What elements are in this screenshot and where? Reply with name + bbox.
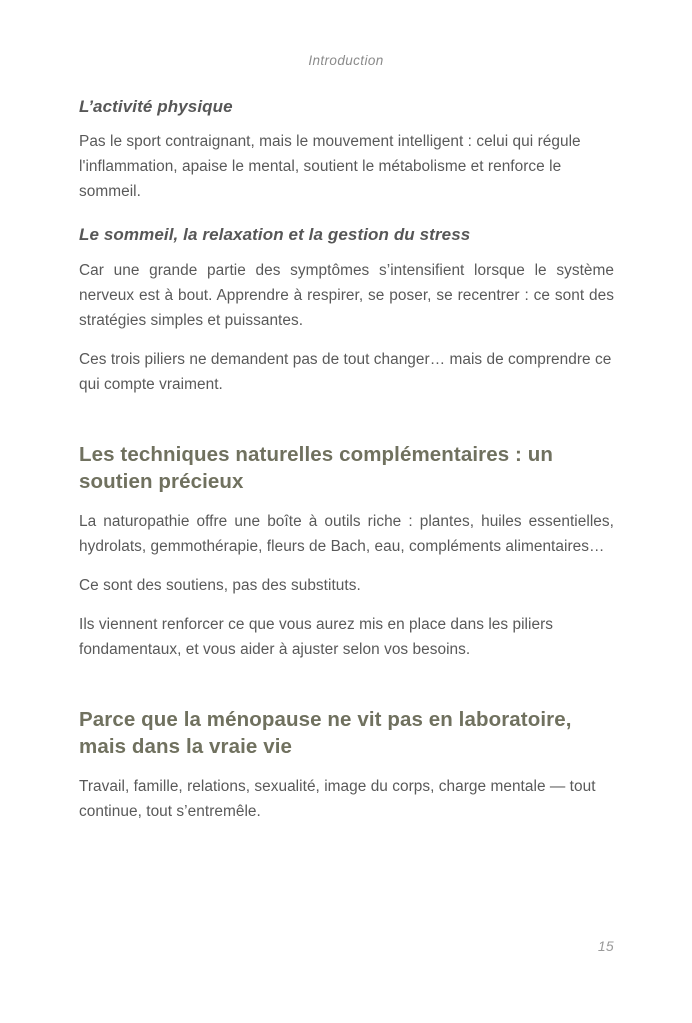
section-heading: Parce que la ménopause ne vit pas en laboratoire, mais dans la vraie vie bbox=[79, 707, 572, 758]
section-sommeil-relaxation-stress bbox=[79, 224, 614, 396]
body-paragraph: Ce sont des soutiens, pas des substituts. bbox=[79, 576, 361, 594]
body-paragraph: Pas le sport contraignant, mais le mouvement intelligent : celui qui régule l'inflammation, apaise le mental, soutient le métabolisme et renforce le sommeil. bbox=[79, 133, 581, 201]
section-techniques-naturelles bbox=[79, 441, 614, 662]
body-paragraph: Ces trois piliers ne demandent pas de tout changer… mais de comprendre ce qui compte vraiment. bbox=[79, 350, 612, 393]
section-heading: Les techniques naturelles complémentaires : un soutien précieux bbox=[79, 442, 553, 493]
section-activite-physique bbox=[79, 96, 614, 204]
section-heading: L’activité physique bbox=[79, 97, 233, 116]
body-paragraph: La naturopathie offre une boîte à outils riche : plantes, huiles essentielles, hydrolats, gemmothérapie, fleurs de Bach, eau, compléments alimentaires… bbox=[79, 512, 614, 555]
section-menopause-vraie-vie bbox=[79, 706, 614, 824]
body-paragraph: Travail, famille, relations, sexualité, image du corps, charge mentale — tout continue, tout s’entremêle. bbox=[79, 777, 596, 820]
body-paragraph: Ils viennent renforcer ce que vous aurez mis en place dans les piliers fondamentaux, et vous aider à ajuster selon vos besoins. bbox=[79, 615, 554, 658]
section-heading: Le sommeil, la relaxation et la gestion du stress bbox=[79, 225, 471, 245]
page-content bbox=[79, 96, 614, 824]
body-paragraph: Car une grande partie des symptômes s’intensifient lorsque le système nerveux est à bout. Apprendre à respirer, se poser, se recentrer : ce sont des stratégies simples et puissantes. bbox=[79, 261, 614, 329]
page-number: 15 bbox=[597, 938, 614, 954]
running-header: Introduction bbox=[308, 53, 384, 68]
